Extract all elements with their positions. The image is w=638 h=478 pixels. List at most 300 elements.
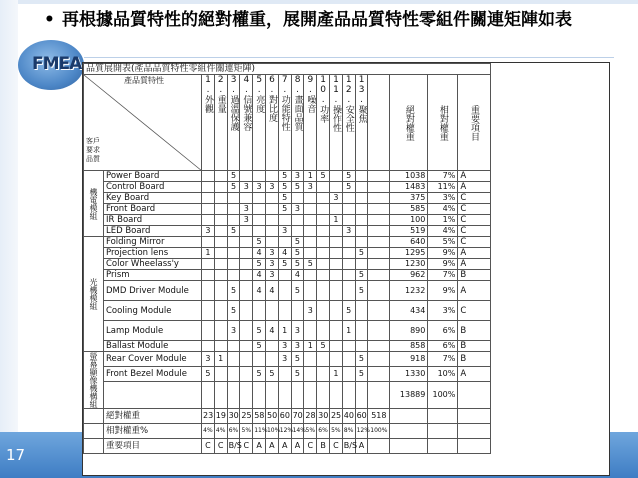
summary-empty xyxy=(458,409,490,424)
table-row xyxy=(84,281,491,301)
table-row xyxy=(84,381,491,408)
weight-header-label: 相對權重 xyxy=(437,104,448,141)
importance: C xyxy=(458,193,490,204)
matrix-cell xyxy=(317,281,330,301)
matrix-cell: 1 xyxy=(202,248,215,259)
matrix-cell xyxy=(304,226,317,237)
importance: A xyxy=(458,366,490,381)
matrix-cell xyxy=(317,182,330,193)
group-label-text: 光機模組 xyxy=(89,278,98,310)
component-name: Projection lens xyxy=(104,248,202,259)
matrix-cell xyxy=(329,248,342,259)
absolute-weight: 640 xyxy=(390,237,428,248)
weight-header xyxy=(428,75,458,171)
matrix-cell xyxy=(240,281,253,301)
matrix-cell xyxy=(265,226,278,237)
group-label xyxy=(84,237,104,352)
matrix-cell xyxy=(214,204,227,215)
matrix-cell xyxy=(291,215,304,226)
matrix-cell xyxy=(278,281,291,301)
matrix-cell xyxy=(253,226,266,237)
weight-header-label: 重要項目 xyxy=(468,104,479,141)
matrix-cell: 3 xyxy=(342,226,355,237)
matrix-cell: 5 xyxy=(278,171,291,182)
component-name: Prism xyxy=(104,270,202,281)
matrix-cell xyxy=(253,171,266,182)
matrix-cell: 5 xyxy=(291,259,304,270)
table-row xyxy=(84,182,491,193)
absolute-weight: 962 xyxy=(390,270,428,281)
matrix-cell: 5 xyxy=(355,248,368,259)
table-row xyxy=(84,193,491,204)
matrix-cell xyxy=(214,237,227,248)
column-header-label: 5.亮度 xyxy=(254,75,265,113)
column-header-label: 13.聚焦 xyxy=(356,75,367,123)
matrix-cell xyxy=(329,270,342,281)
matrix-cell xyxy=(278,237,291,248)
matrix-cell xyxy=(202,182,215,193)
matrix-cell: 5 xyxy=(317,171,330,182)
matrix-cell xyxy=(227,215,240,226)
table-row xyxy=(84,226,491,237)
matrix-cell xyxy=(214,193,227,204)
summary-value: A xyxy=(278,439,291,454)
matrix-cell xyxy=(214,366,227,381)
importance: C xyxy=(458,204,490,215)
matrix-cell: 4 xyxy=(253,270,266,281)
summary-empty xyxy=(428,409,458,424)
matrix-cell xyxy=(342,259,355,270)
matrix-cell: 5 xyxy=(253,341,266,352)
matrix-cell xyxy=(291,301,304,321)
slide-title xyxy=(44,8,614,32)
relative-weight: 1% xyxy=(428,215,458,226)
table-row xyxy=(84,301,491,321)
matrix-cell xyxy=(278,215,291,226)
summary-empty xyxy=(390,409,428,424)
matrix-cell xyxy=(214,301,227,321)
matrix-cell xyxy=(317,204,330,215)
summary-empty xyxy=(390,424,428,439)
matrix-cell: 5 xyxy=(265,366,278,381)
column-header xyxy=(304,75,317,171)
title-text: 再根據品質特性的絕對權重，展開產品品質特性零組件關連矩陣如表 xyxy=(62,10,572,30)
title-divider xyxy=(84,57,614,58)
matrix-cell xyxy=(202,270,215,281)
header-corner-cell xyxy=(84,75,202,171)
matrix-cell: 5 xyxy=(278,204,291,215)
absolute-weight: 1038 xyxy=(390,171,428,182)
matrix-cell xyxy=(355,341,368,352)
matrix-cell xyxy=(329,259,342,270)
matrix-cell xyxy=(265,381,278,408)
matrix-cell xyxy=(202,321,215,341)
summary-value: 5% xyxy=(240,424,253,439)
matrix-cell: 5 xyxy=(253,366,266,381)
summary-value: 28 xyxy=(304,409,317,424)
summary-value: 30 xyxy=(317,409,330,424)
matrix-cell: 3 xyxy=(278,341,291,352)
matrix-cell: 3 xyxy=(253,182,266,193)
summary-value: 60 xyxy=(278,409,291,424)
matrix-cell xyxy=(278,270,291,281)
absolute-weight: 858 xyxy=(390,341,428,352)
summary-value xyxy=(368,439,390,454)
matrix-cell: 5 xyxy=(291,281,304,301)
matrix-cell xyxy=(265,215,278,226)
component-name: Key Board xyxy=(104,193,202,204)
matrix-cell: 4 xyxy=(253,248,266,259)
summary-value: C xyxy=(214,439,227,454)
summary-value: 6% xyxy=(317,424,330,439)
matrix-cell xyxy=(253,204,266,215)
bullet-icon: • xyxy=(44,10,55,30)
relative-weight: 6% xyxy=(428,341,458,352)
matrix-cell xyxy=(355,226,368,237)
matrix-cell: 5 xyxy=(227,171,240,182)
matrix-cell xyxy=(253,352,266,367)
matrix-cell xyxy=(214,341,227,352)
group-label xyxy=(84,171,104,237)
matrix-cell: 1 xyxy=(329,215,342,226)
absolute-weight: 100 xyxy=(390,215,428,226)
summary-value: 6% xyxy=(227,424,240,439)
summary-value: C xyxy=(202,439,215,454)
matrix-cell xyxy=(342,215,355,226)
summary-row xyxy=(84,424,491,439)
matrix-cell: 3 xyxy=(265,270,278,281)
matrix-cell xyxy=(355,301,368,321)
summary-value: B/S xyxy=(342,439,355,454)
summary-spacer xyxy=(84,424,104,439)
row-spacer xyxy=(368,215,390,226)
column-header xyxy=(202,75,215,171)
matrix-cell xyxy=(342,281,355,301)
matrix-cell xyxy=(329,237,342,248)
column-header-label: 1.外觀 xyxy=(203,75,213,113)
matrix-cell xyxy=(329,321,342,341)
matrix-cell xyxy=(317,215,330,226)
matrix-cell: 5 xyxy=(278,259,291,270)
component-name: Front Board xyxy=(104,204,202,215)
row-spacer xyxy=(368,301,390,321)
matrix-cell xyxy=(355,381,368,408)
matrix-cell xyxy=(329,341,342,352)
table-row xyxy=(84,215,491,226)
matrix-cell xyxy=(202,215,215,226)
matrix-cell xyxy=(214,270,227,281)
matrix-cell: 1 xyxy=(214,352,227,367)
matrix-cell xyxy=(253,215,266,226)
matrix-cell xyxy=(317,270,330,281)
matrix-cell xyxy=(253,301,266,321)
matrix-cell xyxy=(214,171,227,182)
component-name: DMD Driver Module xyxy=(104,281,202,301)
matrix-cell: 4 xyxy=(291,270,304,281)
summary-value: C xyxy=(304,439,317,454)
matrix-cell xyxy=(265,301,278,321)
column-header xyxy=(240,75,253,171)
matrix-cell xyxy=(317,226,330,237)
corner-bottom-label: 客戶要求品質 xyxy=(86,137,100,163)
matrix-cell: 3 xyxy=(291,321,304,341)
column-header xyxy=(342,75,355,171)
matrix-cell xyxy=(317,321,330,341)
summary-empty xyxy=(428,439,458,454)
column-header-label: 9.噪音 xyxy=(305,75,316,113)
column-header xyxy=(278,75,291,171)
matrix-cell xyxy=(265,352,278,367)
matrix-cell: 3 xyxy=(227,321,240,341)
column-header-label: 6.對比度 xyxy=(266,75,277,122)
qfd-table-frame xyxy=(82,62,610,476)
summary-value: A xyxy=(265,439,278,454)
matrix-cell: 5 xyxy=(227,301,240,321)
absolute-weight: 519 xyxy=(390,226,428,237)
row-spacer xyxy=(368,366,390,381)
matrix-cell: 3 xyxy=(278,226,291,237)
column-header-label: 4.信號兼容 xyxy=(241,75,252,131)
relative-weight: 11% xyxy=(428,182,458,193)
matrix-cell xyxy=(202,171,215,182)
column-header-label: 10.功率 xyxy=(318,75,329,123)
absolute-weight: 1230 xyxy=(390,259,428,270)
matrix-cell: 5 xyxy=(253,321,266,341)
matrix-cell: 5 xyxy=(253,259,266,270)
column-header xyxy=(227,75,240,171)
row-spacer xyxy=(368,171,390,182)
matrix-cell xyxy=(317,366,330,381)
matrix-cell xyxy=(304,270,317,281)
matrix-cell: 4 xyxy=(265,281,278,301)
matrix-cell xyxy=(240,248,253,259)
absolute-weight: 890 xyxy=(390,321,428,341)
component-name: Lamp Module xyxy=(104,321,202,341)
matrix-cell xyxy=(240,381,253,408)
component-name xyxy=(104,381,202,408)
matrix-cell xyxy=(253,381,266,408)
matrix-cell xyxy=(240,352,253,367)
table-row xyxy=(84,204,491,215)
matrix-cell xyxy=(317,259,330,270)
matrix-cell xyxy=(317,193,330,204)
matrix-cell: 1 xyxy=(304,341,317,352)
importance: A xyxy=(458,248,490,259)
matrix-cell xyxy=(342,341,355,352)
matrix-cell xyxy=(227,341,240,352)
relative-weight: 7% xyxy=(428,352,458,367)
summary-row xyxy=(84,439,491,454)
matrix-cell xyxy=(304,321,317,341)
matrix-cell: 3 xyxy=(265,182,278,193)
matrix-cell xyxy=(202,301,215,321)
summary-value: 25 xyxy=(329,409,342,424)
group-label-text: 螢幕顯像機構組 xyxy=(89,352,98,408)
matrix-cell: 5 xyxy=(291,248,304,259)
column-header xyxy=(355,75,368,171)
row-spacer xyxy=(368,237,390,248)
matrix-cell: 4 xyxy=(265,321,278,341)
group-label xyxy=(84,352,104,409)
summary-spacer xyxy=(84,439,104,454)
summary-empty xyxy=(458,424,490,439)
matrix-cell: 5 xyxy=(202,366,215,381)
matrix-cell xyxy=(240,321,253,341)
matrix-cell xyxy=(214,182,227,193)
matrix-cell xyxy=(329,171,342,182)
row-spacer xyxy=(368,204,390,215)
matrix-cell: 5 xyxy=(355,352,368,367)
matrix-cell xyxy=(342,381,355,408)
relative-weight: 9% xyxy=(428,281,458,301)
matrix-cell: 5 xyxy=(291,237,304,248)
matrix-cell: 1 xyxy=(278,321,291,341)
matrix-cell: 3 xyxy=(304,182,317,193)
relative-weight: 7% xyxy=(428,270,458,281)
component-name: Cooling Module xyxy=(104,301,202,321)
header-spacer xyxy=(368,75,390,171)
summary-value: 518 xyxy=(368,409,390,424)
matrix-cell: 5 xyxy=(227,281,240,301)
logo-text: FMEA xyxy=(32,54,82,74)
row-spacer xyxy=(368,321,390,341)
absolute-weight: 375 xyxy=(390,193,428,204)
matrix-cell xyxy=(329,204,342,215)
summary-value: C xyxy=(329,439,342,454)
summary-value: 8% xyxy=(342,424,355,439)
matrix-cell xyxy=(214,381,227,408)
matrix-cell xyxy=(342,204,355,215)
relative-weight: 4% xyxy=(428,204,458,215)
summary-value: 11% xyxy=(253,424,266,439)
table-row xyxy=(84,321,491,341)
matrix-cell xyxy=(278,301,291,321)
table-row xyxy=(84,270,491,281)
matrix-cell: 3 xyxy=(304,301,317,321)
matrix-cell xyxy=(265,171,278,182)
absolute-weight: 1232 xyxy=(390,281,428,301)
group-label-text: 機電模組 xyxy=(89,187,98,220)
row-spacer xyxy=(368,341,390,352)
matrix-cell: 4 xyxy=(253,281,266,301)
row-spacer xyxy=(368,281,390,301)
slide-number: 17 xyxy=(6,446,26,464)
table-row xyxy=(84,248,491,259)
summary-spacer xyxy=(84,409,104,424)
matrix-cell xyxy=(355,259,368,270)
table-row xyxy=(84,341,491,352)
matrix-cell xyxy=(265,237,278,248)
matrix-cell: 3 xyxy=(265,259,278,270)
absolute-weight: 1295 xyxy=(390,248,428,259)
component-name: Color Wheelass'y xyxy=(104,259,202,270)
matrix-cell: 5 xyxy=(355,270,368,281)
importance: B xyxy=(458,352,490,367)
column-header xyxy=(291,75,304,171)
importance: A xyxy=(458,259,490,270)
importance: C xyxy=(458,237,490,248)
summary-empty xyxy=(390,439,428,454)
matrix-cell xyxy=(265,204,278,215)
matrix-cell: 3 xyxy=(265,248,278,259)
matrix-cell xyxy=(317,381,330,408)
matrix-cell xyxy=(240,341,253,352)
matrix-cell: 5 xyxy=(253,237,266,248)
summary-value: 58 xyxy=(253,409,266,424)
summary-value: A xyxy=(355,439,368,454)
matrix-cell xyxy=(240,193,253,204)
matrix-cell xyxy=(240,270,253,281)
matrix-cell xyxy=(329,281,342,301)
matrix-cell xyxy=(253,193,266,204)
matrix-cell xyxy=(304,366,317,381)
table-row xyxy=(84,171,491,182)
matrix-cell: 5 xyxy=(278,182,291,193)
matrix-cell xyxy=(317,237,330,248)
column-header xyxy=(253,75,266,171)
column-header-label: 12.安全性 xyxy=(343,75,354,132)
absolute-weight: 1483 xyxy=(390,182,428,193)
matrix-cell xyxy=(317,352,330,367)
importance: C xyxy=(458,301,490,321)
matrix-cell xyxy=(329,182,342,193)
table-row xyxy=(84,259,491,270)
matrix-cell: 5 xyxy=(304,259,317,270)
matrix-cell xyxy=(202,204,215,215)
component-name: Control Board xyxy=(104,182,202,193)
matrix-cell: 3 xyxy=(291,341,304,352)
importance: B xyxy=(458,270,490,281)
column-header-label: 8.畫面品質 xyxy=(292,75,303,131)
relative-weight: 10% xyxy=(428,366,458,381)
relative-weight: 3% xyxy=(428,193,458,204)
matrix-cell xyxy=(355,321,368,341)
matrix-cell: 1 xyxy=(329,366,342,381)
matrix-cell xyxy=(342,248,355,259)
weight-header-label: 絕對權重 xyxy=(403,104,414,141)
column-header xyxy=(329,75,342,171)
summary-value: A xyxy=(291,439,304,454)
matrix-cell: 5 xyxy=(291,182,304,193)
matrix-cell xyxy=(329,381,342,408)
matrix-cell: 3 xyxy=(202,352,215,367)
column-header-label: 3.過溫保護 xyxy=(228,75,239,131)
matrix-cell xyxy=(202,341,215,352)
matrix-cell: 5 xyxy=(342,182,355,193)
importance: A xyxy=(458,281,490,301)
matrix-cell xyxy=(291,226,304,237)
summary-value: 12% xyxy=(278,424,291,439)
matrix-cell: 5 xyxy=(317,341,330,352)
summary-value: 100% xyxy=(368,424,390,439)
matrix-cell xyxy=(240,301,253,321)
matrix-cell xyxy=(317,248,330,259)
matrix-cell xyxy=(214,215,227,226)
column-header-label: 2.重量 xyxy=(215,75,226,113)
matrix-cell: 3 xyxy=(240,182,253,193)
matrix-cell: 3 xyxy=(329,193,342,204)
summary-value: 30 xyxy=(227,409,240,424)
row-spacer xyxy=(368,259,390,270)
summary-label: 相對權重% xyxy=(104,424,202,439)
summary-value: A xyxy=(253,439,266,454)
matrix-cell xyxy=(227,259,240,270)
matrix-cell xyxy=(214,259,227,270)
matrix-cell xyxy=(355,193,368,204)
matrix-cell xyxy=(355,204,368,215)
relative-weight: 100% xyxy=(428,381,458,408)
summary-label: 絕對權重 xyxy=(104,409,202,424)
